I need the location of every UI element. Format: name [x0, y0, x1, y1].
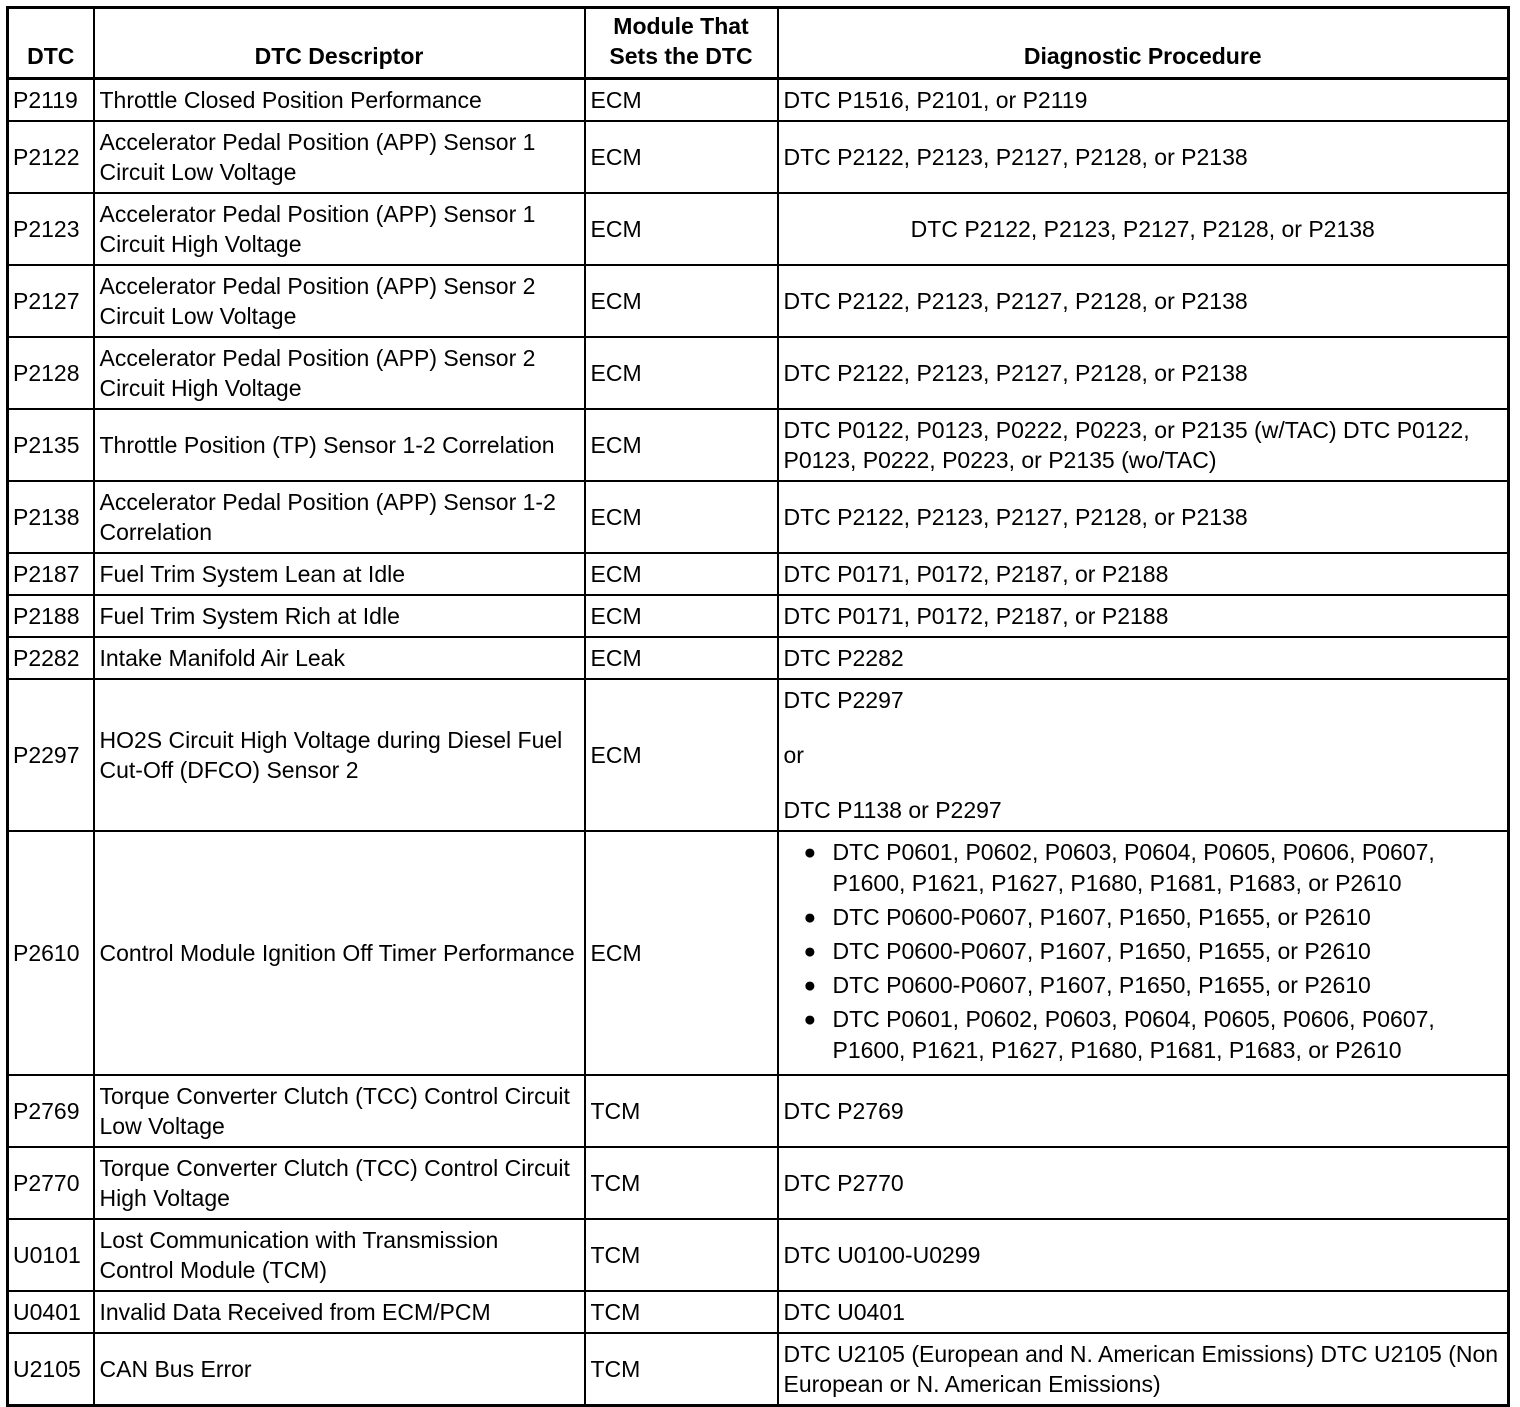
dtc-descriptor: Torque Converter Clutch (TCC) Control Circuit Low Voltage: [94, 1075, 585, 1147]
dtc-descriptor: Accelerator Pedal Position (APP) Sensor 1-2 Correlation: [94, 481, 585, 553]
diagnostic-procedure: DTC P1516, P2101, or P2119: [778, 79, 1509, 122]
dtc-code: P2187: [8, 553, 94, 595]
procedure-line: or: [783, 742, 804, 768]
dtc-descriptor: Accelerator Pedal Position (APP) Sensor 2 Circuit Low Voltage: [94, 265, 585, 337]
diagnostic-procedure: DTC P2122, P2123, P2127, P2128, or P2138: [778, 121, 1509, 193]
header-descriptor: DTC Descriptor: [94, 8, 585, 79]
procedure-bullet: ● DTC P0600-P0607, P1607, P1650, P1655, or P2610: [784, 970, 1503, 1001]
diagnostic-procedure: DTC U0100-U0299: [778, 1219, 1509, 1291]
procedure-bullet-list: [784, 837, 1503, 1066]
module: ECM: [585, 831, 778, 1075]
module: ECM: [585, 553, 778, 595]
header-dtc: DTC: [8, 8, 94, 79]
module: ECM: [585, 409, 778, 481]
dtc-descriptor: Accelerator Pedal Position (APP) Sensor 1 Circuit High Voltage: [94, 193, 585, 265]
dtc-descriptor: Accelerator Pedal Position (APP) Sensor 1 Circuit Low Voltage: [94, 121, 585, 193]
dtc-code: U0401: [8, 1291, 94, 1333]
dtc-code: P2123: [8, 193, 94, 265]
module: TCM: [585, 1333, 778, 1406]
table-row: [8, 337, 1509, 409]
module: ECM: [585, 637, 778, 679]
module: ECM: [585, 79, 778, 122]
dtc-code: P2135: [8, 409, 94, 481]
dtc-code: P2769: [8, 1075, 94, 1147]
diagnostic-procedure: DTC P2122, P2123, P2127, P2128, or P2138: [778, 193, 1509, 265]
diagnostic-procedure: DTC U0401: [778, 1291, 1509, 1333]
module: ECM: [585, 595, 778, 637]
dtc-code: P2128: [8, 337, 94, 409]
dtc-table: [6, 6, 1510, 1407]
module: TCM: [585, 1219, 778, 1291]
module: ECM: [585, 679, 778, 831]
diagnostic-procedure: DTC P0122, P0123, P0222, P0223, or P2135 (w/TAC) DTC P0122, P0123, P0222, P0223, or P2135 (wo/TAC): [778, 409, 1509, 481]
dtc-code: P2122: [8, 121, 94, 193]
table-row: [8, 595, 1509, 637]
dtc-descriptor: Torque Converter Clutch (TCC) Control Circuit High Voltage: [94, 1147, 585, 1219]
dtc-code: P2119: [8, 79, 94, 122]
table-row: [8, 409, 1509, 481]
dtc-code: P2282: [8, 637, 94, 679]
dtc-code: P2610: [8, 831, 94, 1075]
dtc-code: P2188: [8, 595, 94, 637]
dtc-code: P2297: [8, 679, 94, 831]
header-module: Module That Sets the DTC: [585, 8, 778, 79]
dtc-descriptor: Throttle Position (TP) Sensor 1-2 Correlation: [94, 409, 585, 481]
dtc-descriptor: CAN Bus Error: [94, 1333, 585, 1406]
dtc-code: U2105: [8, 1333, 94, 1406]
procedure-bullet: ● DTC P0601, P0602, P0603, P0604, P0605, P0606, P0607, P1600, P1621, P1627, P1680, P1681, P1683, or P2610: [784, 1004, 1503, 1066]
module: ECM: [585, 337, 778, 409]
dtc-code: P2138: [8, 481, 94, 553]
dtc-code: P2770: [8, 1147, 94, 1219]
dtc-descriptor: Lost Communication with Transmission Control Module (TCM): [94, 1219, 585, 1291]
table-row: [8, 121, 1509, 193]
diagnostic-procedure: DTC P2770: [778, 1147, 1509, 1219]
table-row: [8, 481, 1509, 553]
table-row: [8, 265, 1509, 337]
diagnostic-procedure: DTC P2769: [778, 1075, 1509, 1147]
table-row: [8, 1075, 1509, 1147]
module: ECM: [585, 193, 778, 265]
dtc-descriptor: Control Module Ignition Off Timer Performance: [94, 831, 585, 1075]
table-row: [8, 193, 1509, 265]
diagnostic-procedure: DTC P0171, P0172, P2187, or P2188: [778, 595, 1509, 637]
module: TCM: [585, 1291, 778, 1333]
dtc-descriptor: Invalid Data Received from ECM/PCM: [94, 1291, 585, 1333]
procedure-line: DTC P1138 or P2297: [783, 797, 1002, 823]
module: TCM: [585, 1147, 778, 1219]
diagnostic-procedure: DTC P0171, P0172, P2187, or P2188: [778, 553, 1509, 595]
procedure-bullet: ● DTC P0600-P0607, P1607, P1650, P1655, or P2610: [784, 902, 1503, 933]
dtc-descriptor: HO2S Circuit High Voltage during Diesel Fuel Cut-Off (DFCO) Sensor 2: [94, 679, 585, 831]
diagnostic-procedure: DTC P2122, P2123, P2127, P2128, or P2138: [778, 265, 1509, 337]
table-row: [8, 1333, 1509, 1406]
table-row: [8, 637, 1509, 679]
diagnostic-procedure: DTC P2282: [778, 637, 1509, 679]
dtc-code: P2127: [8, 265, 94, 337]
dtc-descriptor: Accelerator Pedal Position (APP) Sensor 2 Circuit High Voltage: [94, 337, 585, 409]
table-row: [8, 1147, 1509, 1219]
module: ECM: [585, 481, 778, 553]
dtc-descriptor: Intake Manifold Air Leak: [94, 637, 585, 679]
diagnostic-procedure: DTC P2122, P2123, P2127, P2128, or P2138: [778, 337, 1509, 409]
table-row: [8, 1219, 1509, 1291]
header-row: [8, 8, 1509, 79]
diagnostic-procedure: [778, 679, 1509, 831]
procedure-bullet: ● DTC P0600-P0607, P1607, P1650, P1655, or P2610: [784, 936, 1503, 967]
header-procedure: Diagnostic Procedure: [778, 8, 1509, 79]
diagnostic-procedure: DTC P2122, P2123, P2127, P2128, or P2138: [778, 481, 1509, 553]
dtc-descriptor: Fuel Trim System Rich at Idle: [94, 595, 585, 637]
table-row: [8, 553, 1509, 595]
diagnostic-procedure: DTC U2105 (European and N. American Emissions) DTC U2105 (Non European or N. American Emissions): [778, 1333, 1509, 1406]
dtc-descriptor: Throttle Closed Position Performance: [94, 79, 585, 122]
module: TCM: [585, 1075, 778, 1147]
table-row: [8, 1291, 1509, 1333]
table-row: [8, 831, 1509, 1075]
module: ECM: [585, 121, 778, 193]
table-row: [8, 679, 1509, 831]
procedure-bullet: ● DTC P0601, P0602, P0603, P0604, P0605, P0606, P0607, P1600, P1621, P1627, P1680, P1681, P1683, or P2610: [784, 837, 1503, 899]
module: ECM: [585, 265, 778, 337]
procedure-line: DTC P2297: [783, 687, 904, 713]
dtc-code: U0101: [8, 1219, 94, 1291]
diagnostic-procedure: [778, 831, 1509, 1075]
table-row: [8, 79, 1509, 122]
dtc-descriptor: Fuel Trim System Lean at Idle: [94, 553, 585, 595]
